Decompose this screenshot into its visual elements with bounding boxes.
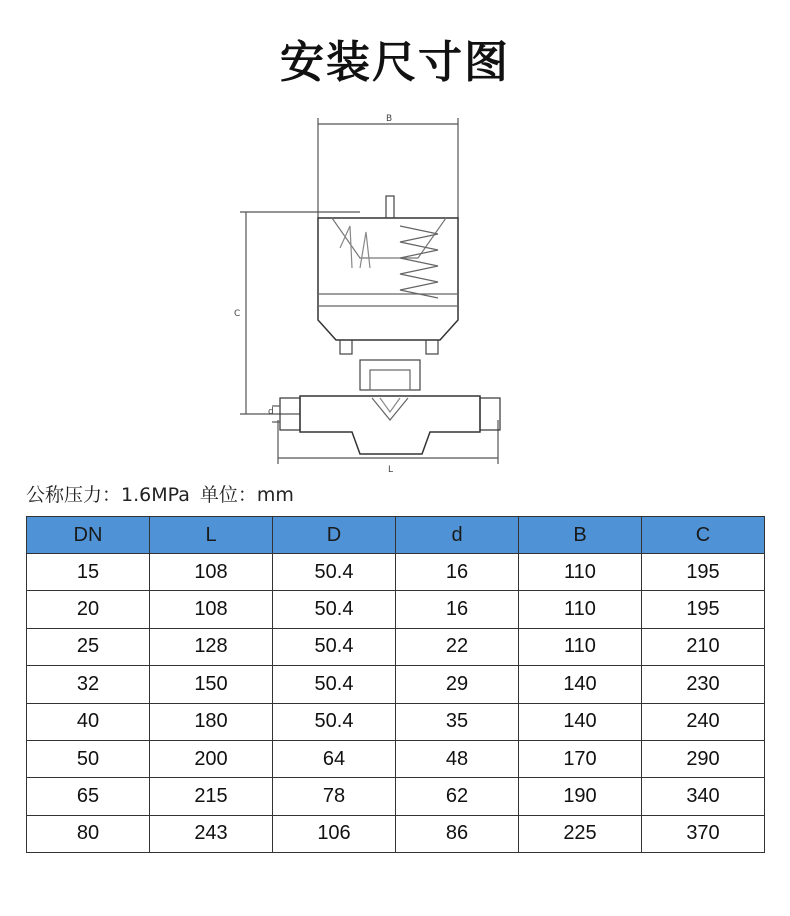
table-cell: 150 — [150, 666, 273, 703]
table-cell: 110 — [519, 628, 642, 665]
table-row — [27, 628, 765, 665]
dimension-b-label: B — [386, 114, 393, 124]
dimension-d-label: d — [268, 407, 274, 417]
table-cell: 108 — [150, 554, 273, 591]
table-cell: 50.4 — [273, 591, 396, 628]
header-b: B — [519, 517, 642, 554]
diaphragm-valve-drawing — [210, 108, 510, 480]
table-cell: 110 — [519, 591, 642, 628]
table-row — [27, 666, 765, 703]
table-cell: 108 — [150, 591, 273, 628]
table-cell: 106 — [273, 815, 396, 852]
pressure-rating: 公称压力：1.6MPa — [26, 484, 190, 506]
spec-line — [26, 480, 298, 507]
table-cell: 25 — [27, 628, 150, 665]
table-cell: 22 — [396, 628, 519, 665]
table-cell: 180 — [150, 703, 273, 740]
table-cell: 140 — [519, 703, 642, 740]
table-cell: 50.4 — [273, 703, 396, 740]
table-cell: 170 — [519, 740, 642, 777]
page-title: 安装尺寸图 — [280, 37, 510, 88]
table-cell: 20 — [27, 591, 150, 628]
table-cell: 16 — [396, 591, 519, 628]
table-cell: 128 — [150, 628, 273, 665]
table-cell: 243 — [150, 815, 273, 852]
table-cell: 190 — [519, 778, 642, 815]
table-cell: 35 — [396, 703, 519, 740]
table-cell: 195 — [642, 554, 765, 591]
dimension-l-label: L — [388, 465, 394, 475]
table-row — [27, 703, 765, 740]
table-cell: 48 — [396, 740, 519, 777]
table-cell: 80 — [27, 815, 150, 852]
table-cell: 290 — [642, 740, 765, 777]
table-cell: 215 — [150, 778, 273, 815]
table-cell: 64 — [273, 740, 396, 777]
unit-label: 单位：mm — [199, 484, 294, 506]
header-l: L — [150, 517, 273, 554]
table-cell: 65 — [27, 778, 150, 815]
table-cell: 86 — [396, 815, 519, 852]
table-cell: 370 — [642, 815, 765, 852]
table-cell: 50 — [27, 740, 150, 777]
header-d-inner: d — [396, 517, 519, 554]
table-cell: 78 — [273, 778, 396, 815]
table-row — [27, 778, 765, 815]
table-cell: 240 — [642, 703, 765, 740]
table-cell: 340 — [642, 778, 765, 815]
dimension-c-label: C — [234, 309, 241, 319]
table-row — [27, 815, 765, 852]
table-cell: 210 — [642, 628, 765, 665]
dimension-table — [26, 516, 765, 853]
table-row — [27, 740, 765, 777]
table-cell: 32 — [27, 666, 150, 703]
header-dn: DN — [27, 517, 150, 554]
header-c: C — [642, 517, 765, 554]
table-cell: 110 — [519, 554, 642, 591]
table-cell: 200 — [150, 740, 273, 777]
table-cell: 50.4 — [273, 628, 396, 665]
table-cell: 15 — [27, 554, 150, 591]
table-cell: 29 — [396, 666, 519, 703]
table-cell: 40 — [27, 703, 150, 740]
table-cell: 16 — [396, 554, 519, 591]
header-d-outer: D — [273, 517, 396, 554]
table-cell: 50.4 — [273, 666, 396, 703]
table-cell: 195 — [642, 591, 765, 628]
table-row — [27, 591, 765, 628]
table-cell: 62 — [396, 778, 519, 815]
table-cell: 140 — [519, 666, 642, 703]
table-cell: 50.4 — [273, 554, 396, 591]
table-row — [27, 554, 765, 591]
table-cell: 230 — [642, 666, 765, 703]
table-header-row — [27, 517, 765, 554]
table-cell: 225 — [519, 815, 642, 852]
